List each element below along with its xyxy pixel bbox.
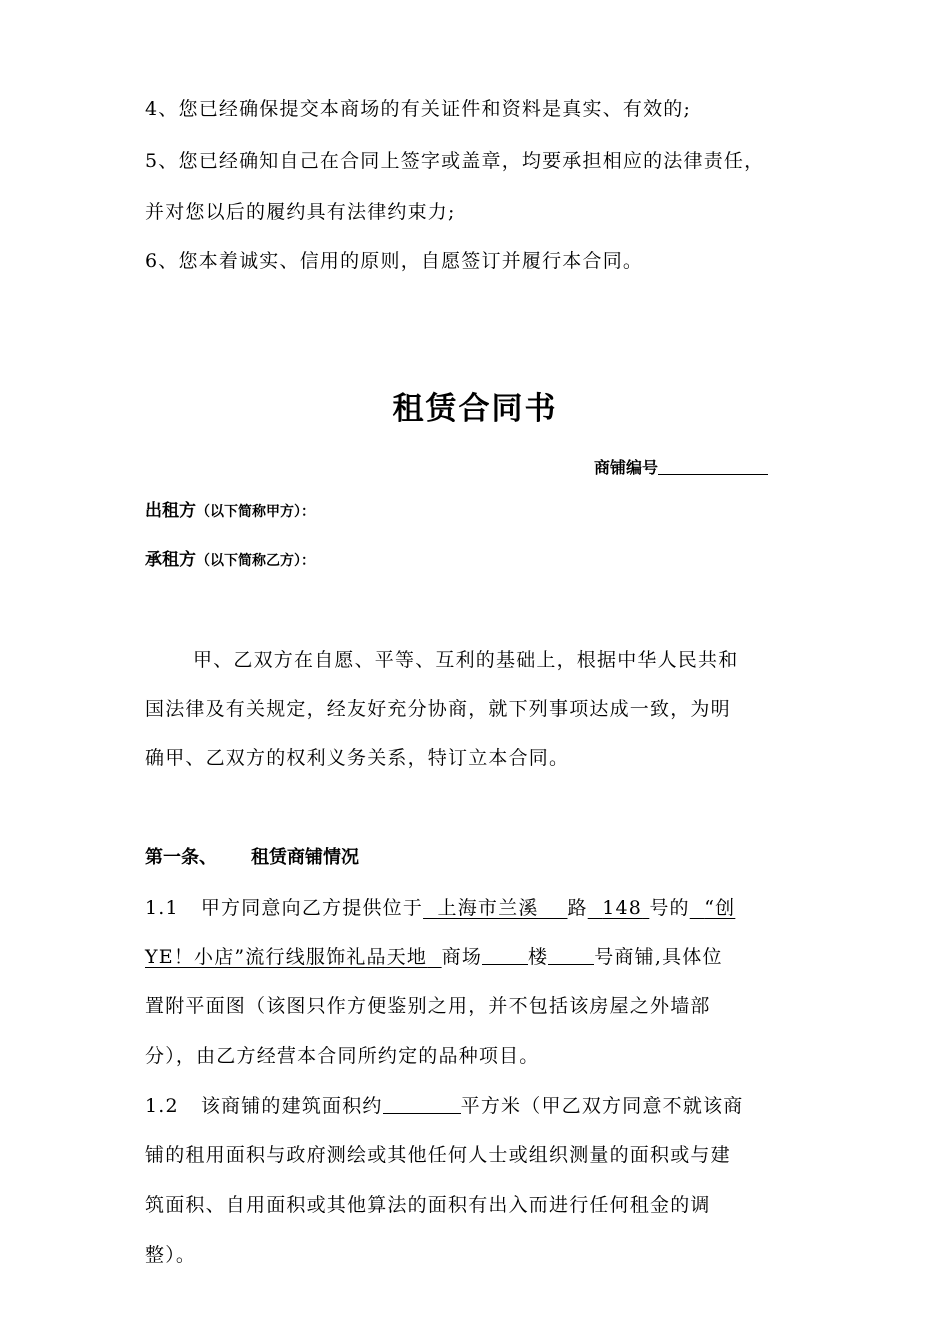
clause-1-1-line-4: 分），由乙方经营本合同所约定的品种项目。 xyxy=(145,1045,540,1067)
area-unit-text: 平方米（甲乙双方同意不就该商 xyxy=(460,1095,744,1117)
shop-label: 号商铺,具体位 xyxy=(594,946,723,968)
mall-label: 商场 xyxy=(441,946,483,968)
intro-line-1: 甲、乙双方在自愿、平等、互利的基础上，根据中华人民共和 xyxy=(193,649,739,671)
clause-1-2-line-2: 铺的租用面积与政府测绘或其他任何人士或组织测量的面积或与建 xyxy=(145,1144,731,1166)
clause-1-2-number: 1.2 xyxy=(145,1095,179,1117)
floor-blank[interactable] xyxy=(482,946,528,965)
location-city-road: 上海市兰溪 xyxy=(437,897,539,919)
lessor-line xyxy=(145,496,315,521)
mall-name-part2: YE！小店”流行线服饰礼品天地 xyxy=(145,946,428,968)
lessor-note: （以下简称甲方）： xyxy=(196,504,315,520)
clause-1-2-line-4: 整）。 xyxy=(145,1244,197,1266)
preamble-item-5: 5、您已经确知自己在合同上签字或盖章，均要承担相应的法律责任， xyxy=(145,150,765,172)
intro-line-2: 国法律及有关规定，经友好充分协商，就下列事项达成一致，为明 xyxy=(145,698,731,720)
lessor-label: 出租方 xyxy=(145,501,196,521)
mall-name-part1: “创 xyxy=(704,897,736,919)
area-blank[interactable] xyxy=(383,1095,461,1114)
floor-label: 楼 xyxy=(528,946,549,968)
road-number: 148 xyxy=(602,897,643,919)
clause-1-1-line-3: 置附平面图（该图只作方便鉴别之用，并不包括该房屋之外墙部 xyxy=(145,995,711,1017)
article-1-title: 租赁商铺情况 xyxy=(251,847,359,868)
article-1-number: 第一条、 xyxy=(145,847,217,868)
lessee-label: 承租方 xyxy=(145,550,196,570)
preamble-item-5-cont: 并对您以后的履约具有法律约束力; xyxy=(145,201,456,223)
clause-1-1-number: 1.1 xyxy=(145,897,179,919)
preamble-item-4: 4、您已经确保提交本商场的有关证件和资料是真实、有效的; xyxy=(145,98,692,120)
clause-1-2-line-1 xyxy=(145,1091,743,1118)
clause-1-1-line-2 xyxy=(145,942,723,969)
preamble-item-6: 6、您本着诚实、信用的原则，自愿签订并履行本合同。 xyxy=(145,250,644,272)
shop-number-label: 商铺编号 xyxy=(594,458,659,477)
clause-1-1-text: 甲方同意向乙方提供位于 xyxy=(200,897,424,919)
number-label: 号的 xyxy=(649,897,690,919)
clause-1-2-line-3: 筑面积、自用面积或其他算法的面积有出入而进行任何租金的调 xyxy=(145,1194,711,1216)
article-1-heading xyxy=(145,843,359,869)
shop-no-blank[interactable] xyxy=(548,946,594,965)
lessee-line xyxy=(145,545,315,570)
intro-line-3: 确甲、乙双方的权利义务关系，特订立本合同。 xyxy=(145,747,570,769)
area-text: 该商铺的建筑面积约 xyxy=(200,1095,383,1117)
document-title: 租赁合同书 xyxy=(392,391,558,427)
clause-1-1-line-1 xyxy=(145,893,735,920)
lessee-note: （以下简称乙方）： xyxy=(196,553,315,569)
shop-number-field xyxy=(594,455,768,478)
shop-number-blank[interactable] xyxy=(658,456,768,475)
road-label: 路 xyxy=(567,897,588,919)
